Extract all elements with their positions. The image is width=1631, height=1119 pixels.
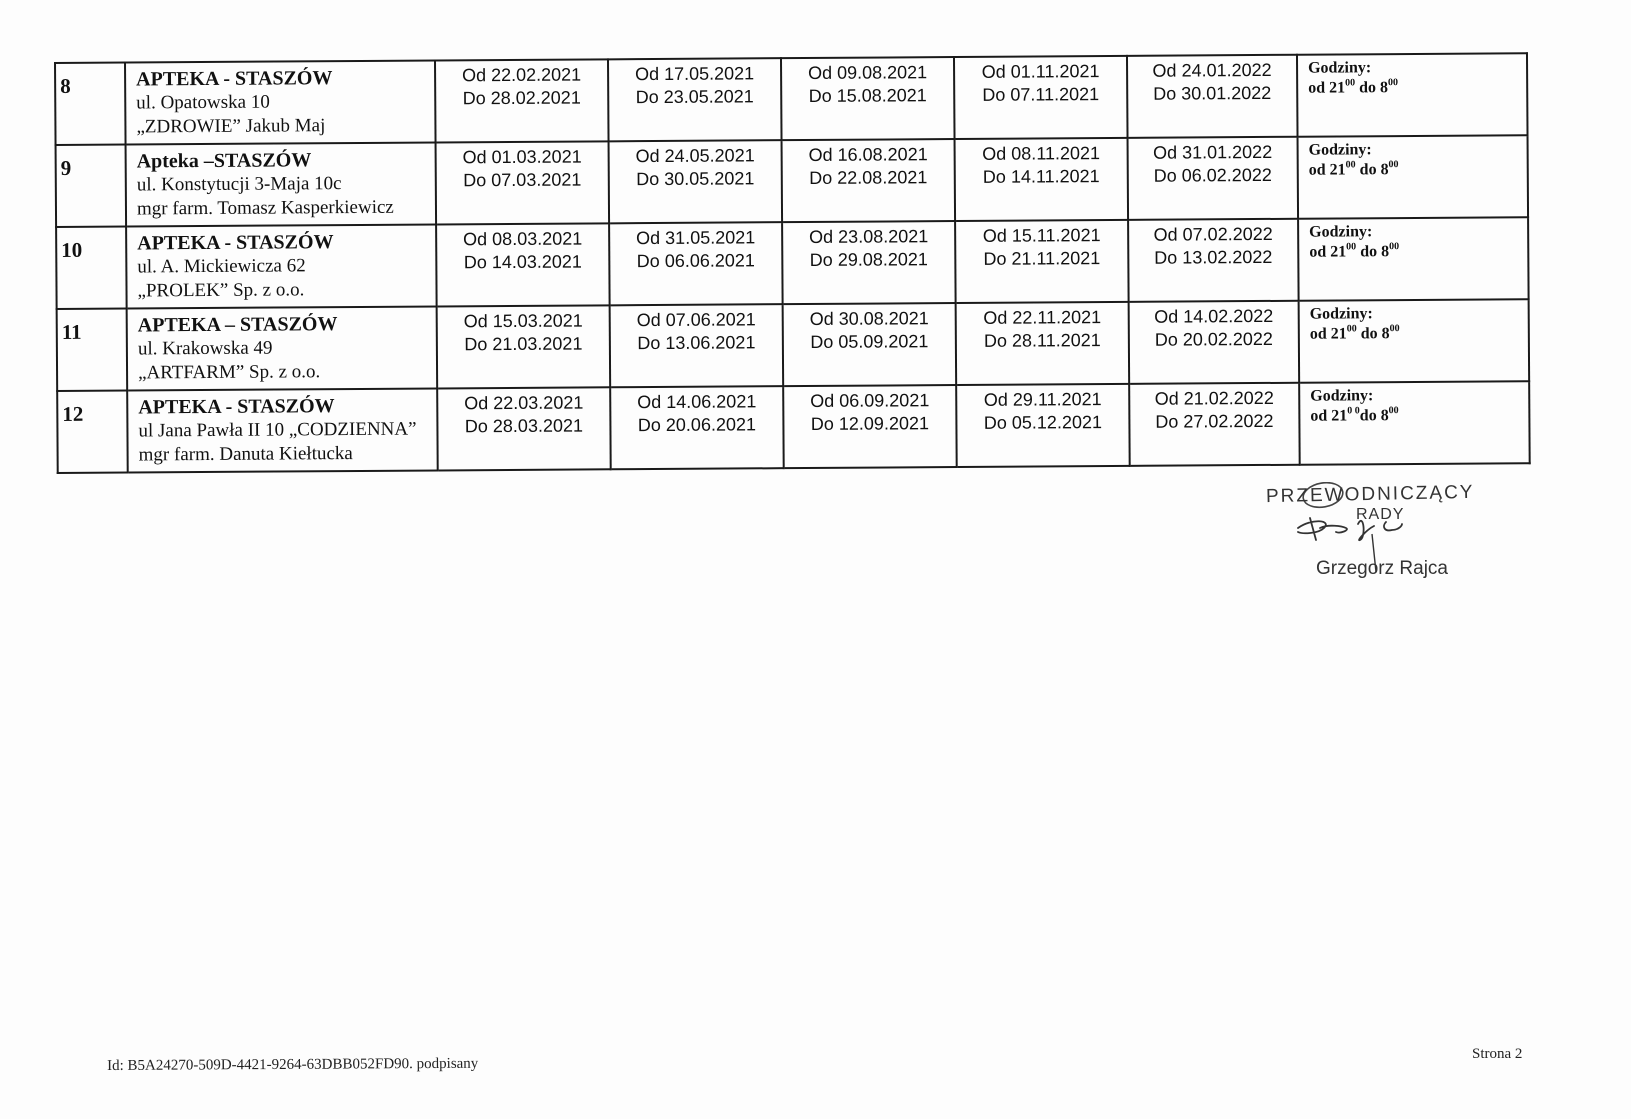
document-id: Id: B5A24270-509D-4421-9264-63DBB052FD90. podpisany: [107, 1055, 479, 1074]
duty-period-cell: [783, 385, 957, 468]
duty-period-cell: [608, 58, 782, 141]
duty-period-cell: [1128, 219, 1299, 302]
period-end: Do 20.02.2022: [1154, 328, 1273, 350]
period-end: Do 07.11.2021: [982, 84, 1100, 105]
pharmacy-name: APTEKA - STASZÓW: [138, 395, 335, 419]
hours-value: [1309, 241, 1527, 262]
hours-text: do 8: [1355, 79, 1389, 97]
period-start: Od 23.08.2021: [809, 226, 929, 247]
period-start: Od 24.05.2021: [635, 145, 755, 167]
period-end: Do 05.12.2021: [983, 412, 1103, 433]
pharmacy-address-line: „ARTFARM” Sp. z o.o.: [137, 361, 321, 384]
hours-cell: [1297, 53, 1528, 137]
pharmacy-address-line: ul. Opatowska 10: [136, 91, 270, 114]
hours-text: od 21: [1309, 325, 1347, 343]
pharmacy-name: APTEKA - STASZÓW: [136, 67, 333, 91]
duty-period-cell: [437, 305, 611, 388]
period-end: Do 06.06.2021: [636, 250, 755, 272]
hours-text: od 21: [1310, 407, 1348, 425]
period-start: Od 16.08.2021: [808, 144, 928, 165]
period-start: Od 17.05.2021: [634, 63, 755, 85]
table-body: [55, 53, 1530, 473]
period-start: Od 22.02.2021: [461, 64, 582, 86]
duty-period-cell: [782, 139, 956, 222]
duty-period-cell: [1128, 137, 1299, 220]
period-end: Do 13.02.2022: [1154, 246, 1273, 268]
page-number: Strona 2: [1472, 1046, 1523, 1062]
pharmacy-cell: [125, 60, 436, 144]
period-end: Do 14.11.2021: [982, 166, 1100, 187]
duty-period-cell: [956, 302, 1130, 385]
row-number: 12: [57, 391, 128, 473]
signature-name: Grzegorz Rajca: [1316, 558, 1448, 579]
period-start: Od 24.01.2022: [1152, 59, 1272, 81]
pharmacy-cell: [126, 142, 437, 226]
pharmacy-address-line: ul. Konstytucji 3-Maja 10c: [136, 173, 342, 196]
duty-period-cell: [435, 59, 609, 142]
hours-superscript: 00: [1345, 77, 1356, 89]
hours-text: od 21: [1308, 161, 1346, 179]
period-end: Do 27.02.2022: [1155, 410, 1274, 432]
period-end: Do 12.09.2021: [810, 413, 930, 434]
period-start: Od 14.02.2022: [1154, 305, 1274, 327]
pharmacy-name: APTEKA – STASZÓW: [137, 313, 338, 337]
signature-subtitle: RADY: [1356, 506, 1405, 523]
period-end: Do 05.09.2021: [810, 331, 929, 352]
row-number: 10: [56, 227, 127, 309]
duty-period-cell: [436, 141, 610, 224]
hours-superscript: 00: [1388, 159, 1399, 171]
pharmacy-name: APTEKA - STASZÓW: [137, 231, 334, 255]
row-number: 8: [55, 63, 126, 145]
period-start: Od 09.08.2021: [807, 62, 928, 83]
hours-superscript: 00: [1346, 323, 1357, 335]
duty-period-cell: [437, 387, 611, 470]
period-start: Od 31.01.2022: [1152, 141, 1273, 163]
period-start: Od 06.09.2021: [810, 390, 930, 411]
duty-period-cell: [436, 223, 610, 306]
pharmacy-address-line: „ZDROWIE” Jakub Maj: [136, 115, 326, 138]
period-start: Od 15.11.2021: [982, 225, 1101, 246]
hours-label: Godziny:: [1309, 305, 1373, 323]
hours-value: [1310, 323, 1528, 344]
period-start: Od 15.03.2021: [463, 310, 583, 332]
hours-superscript: 00: [1387, 77, 1399, 89]
duty-period-cell: [955, 138, 1129, 221]
hours-text: do 8: [1356, 243, 1390, 261]
duty-period-cell: [610, 386, 784, 469]
period-end: Do 28.11.2021: [983, 330, 1101, 351]
pharmacy-cell: [127, 388, 438, 472]
hours-value: [1308, 77, 1526, 98]
duty-period-cell: [955, 220, 1129, 303]
period-end: Do 28.02.2021: [462, 87, 581, 109]
duty-period-cell: [783, 303, 957, 386]
row-number: 9: [56, 145, 127, 227]
row-number: 11: [57, 309, 128, 391]
table-row: [57, 381, 1530, 473]
period-start: Od 21.02.2022: [1154, 387, 1274, 409]
hours-cell: [1298, 217, 1529, 301]
period-end: Do 07.03.2021: [463, 169, 582, 191]
period-end: Do 20.06.2021: [637, 414, 757, 436]
pharmacy-name: Apteka –STASZÓW: [136, 149, 312, 173]
hours-superscript: 00: [1389, 241, 1400, 253]
period-start: Od 08.11.2021: [982, 143, 1101, 164]
pharmacy-address-line: ul. A. Mickiewicza 62: [137, 255, 306, 278]
hours-cell: [1299, 299, 1530, 383]
hours-text: od 21: [1309, 243, 1347, 261]
period-start: Od 14.06.2021: [637, 391, 757, 413]
duty-period-cell: [609, 140, 783, 223]
period-start: Od 29.11.2021: [983, 389, 1102, 410]
hours-text: do 8: [1359, 407, 1389, 425]
table-row: [56, 217, 1529, 309]
hours-label: Godziny:: [1309, 223, 1373, 241]
pharmacy-address-line: mgr farm. Danuta Kiełtucka: [138, 443, 353, 466]
hours-text: od 21: [1308, 79, 1346, 97]
period-start: Od 08.03.2021: [463, 228, 583, 250]
period-start: Od 07.06.2021: [636, 309, 756, 331]
duty-period-cell: [954, 56, 1128, 139]
period-start: Od 22.03.2021: [464, 392, 584, 414]
period-start: Od 01.03.2021: [462, 146, 582, 168]
duty-period-cell: [609, 222, 783, 305]
period-end: Do 14.03.2021: [463, 251, 582, 273]
period-end: Do 22.08.2021: [809, 167, 928, 188]
hours-cell: [1298, 135, 1529, 219]
period-end: Do 13.06.2021: [637, 332, 756, 354]
period-end: Do 15.08.2021: [808, 85, 927, 106]
period-end: Do 21.11.2021: [983, 248, 1101, 269]
period-end: Do 30.01.2022: [1153, 82, 1272, 104]
duty-period-cell: [782, 221, 956, 304]
hours-value: [1310, 405, 1528, 426]
period-start: Od 22.11.2021: [983, 307, 1102, 328]
period-end: Do 30.05.2021: [636, 168, 755, 190]
hours-text: do 8: [1356, 325, 1390, 343]
period-end: Do 29.08.2021: [809, 249, 928, 270]
period-start: Od 01.11.2021: [981, 61, 1100, 82]
duty-period-cell: [1129, 383, 1300, 466]
period-start: Od 30.08.2021: [809, 308, 929, 329]
period-end: Do 21.03.2021: [464, 333, 583, 355]
period-start: Od 31.05.2021: [636, 227, 756, 249]
pharmacy-address-line: „PROLEK” Sp. z o.o.: [137, 279, 305, 302]
hours-text: do 8: [1355, 161, 1389, 179]
hours-superscript: 00: [1388, 405, 1399, 417]
signature-title: PRZEWODNICZĄCY: [1265, 481, 1475, 508]
hours-superscript: 00: [1346, 241, 1357, 253]
table-row: [55, 53, 1528, 145]
duty-period-cell: [781, 57, 955, 140]
period-end: Do 23.05.2021: [635, 86, 754, 108]
period-start: Od 07.02.2022: [1153, 223, 1273, 245]
pharmacy-address-line: ul Jana Pawła II 10 „CODZIENNA”: [138, 418, 417, 442]
hours-label: Godziny:: [1310, 387, 1374, 405]
hours-label: Godziny:: [1308, 141, 1372, 159]
table-row: [57, 299, 1530, 391]
period-end: Do 28.03.2021: [464, 415, 584, 437]
pharmacy-cell: [127, 306, 438, 390]
hours-label: Godziny:: [1308, 59, 1372, 77]
pharmacy-duty-table: [54, 52, 1531, 474]
duty-period-cell: [1127, 55, 1298, 138]
pharmacy-address-line: ul. Krakowska 49: [137, 337, 273, 360]
duty-period-cell: [1129, 301, 1300, 384]
hours-cell: [1299, 381, 1530, 465]
pharmacy-address-line: mgr farm. Tomasz Kasperkiewicz: [136, 196, 394, 220]
duty-period-cell: [956, 384, 1130, 467]
hours-superscript: 00: [1345, 159, 1356, 171]
duty-period-cell: [610, 304, 784, 387]
pharmacy-cell: [126, 224, 437, 308]
hours-superscript: 00: [1389, 323, 1400, 335]
hours-value: [1309, 159, 1527, 180]
period-end: Do 06.02.2022: [1153, 164, 1272, 186]
table-row: [56, 135, 1529, 227]
hours-superscript: 0 0: [1347, 405, 1360, 417]
signature-block: [1262, 482, 1542, 592]
